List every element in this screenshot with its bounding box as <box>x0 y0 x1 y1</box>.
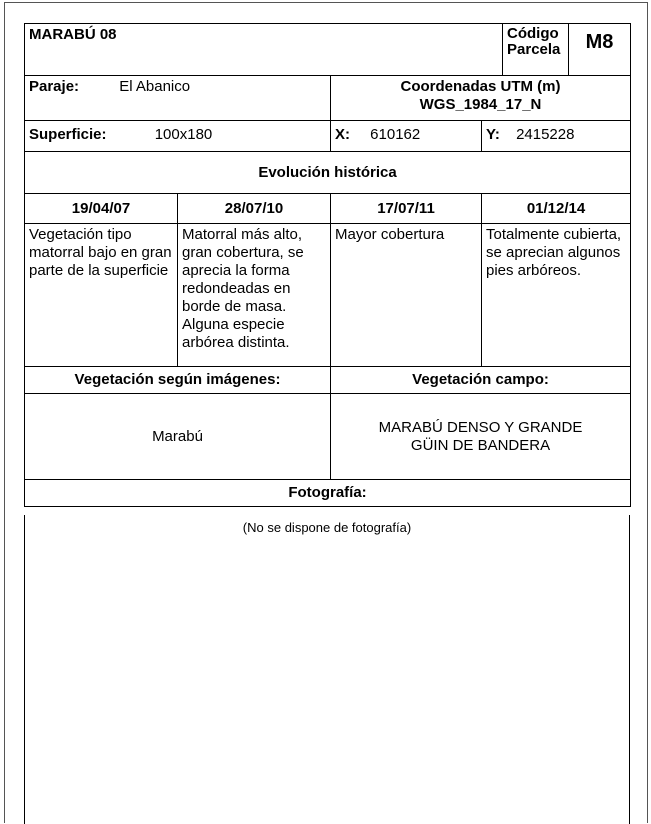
surface-label: Superficie: <box>29 126 107 143</box>
evolution-description: Matorral más alto, gran cobertura, se aprecia la forma redondeadas en borde de masa. Alguna especie arbórea distinta. <box>178 224 331 367</box>
surface-value: 100x180 <box>154 126 213 143</box>
surface-cell <box>25 121 331 152</box>
evolution-title: Evolución histórica <box>25 152 631 194</box>
coords-title <box>331 76 631 121</box>
vegetation-field-value <box>331 394 631 480</box>
vegetation-labels-row <box>25 367 631 394</box>
x-label: X: <box>335 126 350 143</box>
record-title: MARABÚ 08 <box>25 24 503 76</box>
evolution-descriptions-row <box>25 224 631 367</box>
x-value: 610162 <box>370 126 421 143</box>
evolution-dates-row <box>25 194 631 224</box>
y-cell <box>482 121 631 152</box>
code-label-line-1: Código <box>507 25 559 42</box>
vegetation-field-label: Vegetación campo: <box>331 367 631 394</box>
plot-record-sheet <box>24 23 631 507</box>
evolution-description: Mayor cobertura <box>331 224 482 367</box>
photo-area <box>24 515 630 824</box>
code-value: M8 <box>569 24 631 76</box>
photo-label: Fotografía: <box>25 480 631 507</box>
y-label: Y: <box>486 126 500 143</box>
evolution-date: 28/07/10 <box>178 194 331 224</box>
evolution-title-row <box>25 152 631 194</box>
vegetation-images-label: Vegetación según imágenes: <box>25 367 331 394</box>
paraje-value: El Abanico <box>119 78 191 95</box>
vegetation-values-row <box>25 394 631 480</box>
evolution-description: Vegetación tipo matorral bajo en gran parte de la superficie <box>25 224 178 367</box>
y-value: 2415228 <box>516 126 575 143</box>
header-row <box>25 24 631 76</box>
evolution-date: 17/07/11 <box>331 194 482 224</box>
code-label <box>503 24 569 76</box>
evolution-description: Totalmente cubierta, se aprecian algunos pies arbóreos. <box>482 224 631 367</box>
code-label-line-2: Parcela <box>507 41 561 58</box>
evolution-date: 01/12/14 <box>482 194 631 224</box>
photo-label-row <box>25 480 631 507</box>
photo-note: (No se dispone de fotografía) <box>242 520 412 535</box>
vegetation-field-line-2: GÜIN DE BANDERA <box>410 436 551 454</box>
vegetation-images-value: Marabú <box>25 394 331 480</box>
coords-title-line-1: Coordenadas UTM (m) <box>400 78 561 95</box>
coords-title-line-2: WGS_1984_17_N <box>419 96 542 113</box>
x-cell <box>331 121 482 152</box>
location-row <box>25 76 631 121</box>
vegetation-field-line-1: MARABÚ DENSO Y GRANDE <box>378 418 583 436</box>
paraje-label: Paraje: <box>29 78 80 95</box>
surface-row <box>25 121 631 152</box>
evolution-date: 19/04/07 <box>25 194 178 224</box>
paraje-cell <box>25 76 331 121</box>
